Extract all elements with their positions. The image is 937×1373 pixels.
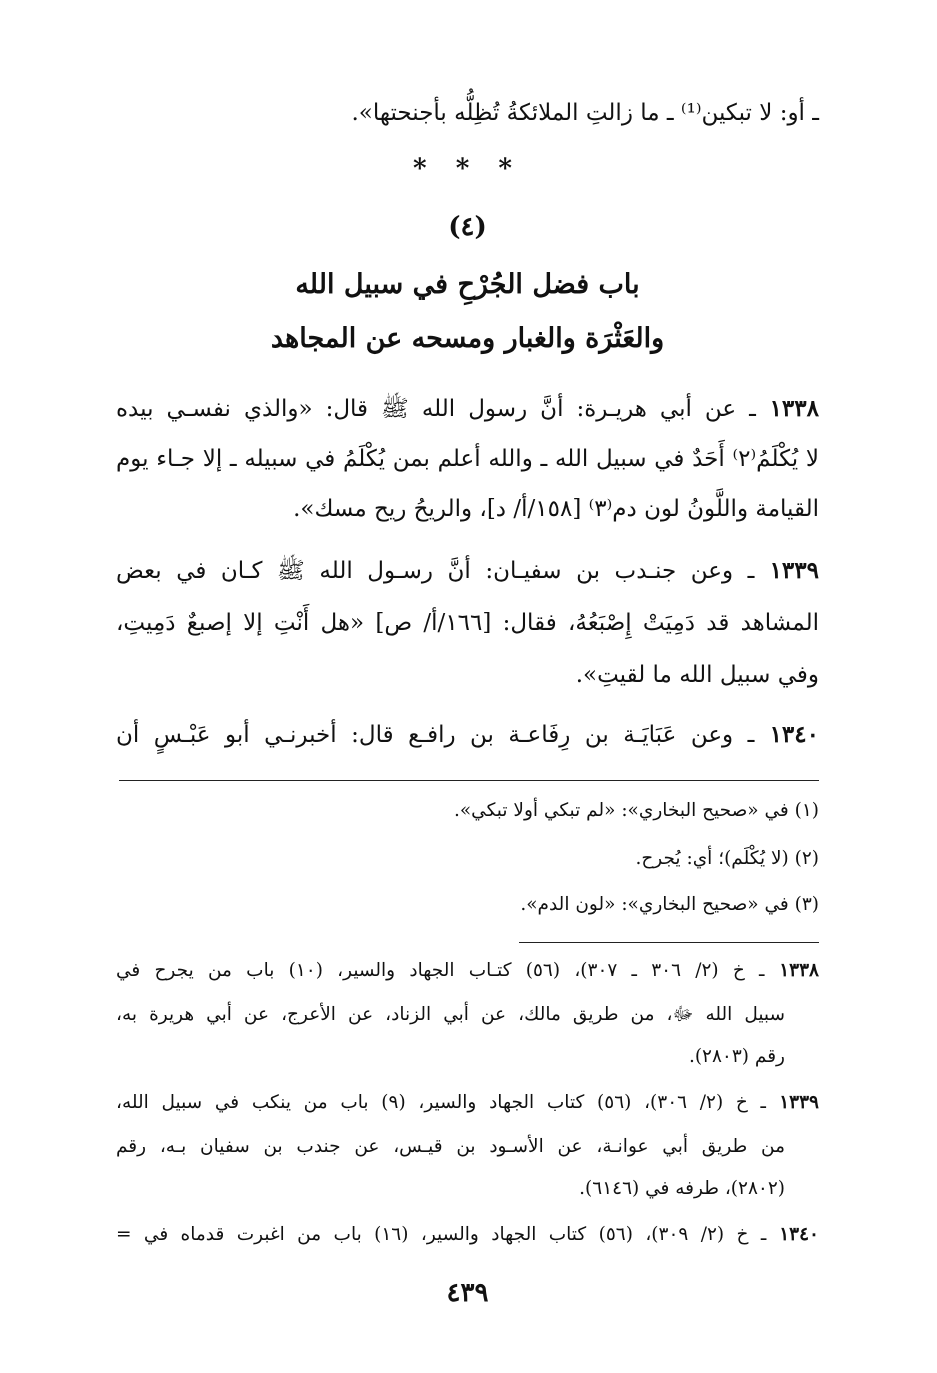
section-separator: * * * [413, 154, 522, 184]
source-1338-line-3: رقم (٢٨٠٣). [688, 1046, 785, 1067]
source-number: ١٣٣٨ [764, 960, 819, 981]
source-1339-line-2: من طريق أبي عوانـة، عن الأسـود بن قيـس، عن جندب بن سفيان بـه، رقم [116, 1136, 785, 1157]
source-1338-line-2: سبيل الله ﷻ، من طريق مالك، عن أبي الزناد، عن الأعرج، عن أبي هريرة به، [116, 1004, 785, 1025]
chapter-number: (٤) [448, 212, 487, 242]
hadith-1338-line-2: لا يُكْلَمُ⁽٢⁾ أَحَدٌ في سبيل الله ـ والله أعلم بمن يُكْلَمُ في سبيله ـ إلا جـاء يوم [116, 446, 819, 472]
hadith-number: ١٣٣٨ [755, 395, 819, 422]
hadith-text: ـ وعن عَبَايَـة بن رِفَاعـة بن رافـع قال: أخبرنـي أبو عَبْـسٍ أن [116, 722, 755, 748]
hadith-1338-line-1 [116, 394, 819, 424]
footnote-2: (٢) (لا يُكْلَم)؛ أي: يُجرح. [635, 848, 819, 869]
source-text: ـ خ (٢/ ٣٠٦ ـ ٣٠٧)، (٥٦) كتـاب الجهاد والسير، (١٠) باب من يجرح في [116, 960, 765, 981]
hadith-1339-line-3: وفي سبيل الله ما لقيتِ». [575, 662, 819, 688]
source-number: ١٣٣٩ [765, 1092, 819, 1113]
hadith-1338-line-3: القيامة واللَّونُ لون دم⁽٣⁾ [١٥٨/أ/ د]، والريحُ ريح مسك». [293, 496, 819, 522]
hadith-text: ـ عن أبي هريـرة: أنَّ رسول الله ﷺ قال: «والذي نفسـي بيده [116, 396, 756, 422]
hadith-1340-line-1 [116, 720, 819, 750]
footnote-divider [119, 780, 819, 781]
sources-divider [519, 942, 819, 943]
footnote-1: (١) في «صحيح البخاري»: «لم تبكي أولا تبكي». [453, 800, 819, 821]
hadith-number: ١٣٤٠ [754, 721, 819, 748]
hadith-text: ـ وعن جنـدب بن سفيـان: أنَّ رسـول الله ﷺ كـان في بعض [116, 558, 755, 584]
footnote-3: (٣) في «صحيح البخاري»: «لون الدم». [520, 894, 819, 915]
chapter-title-line-1: باب فضل الجُرْحِ في سبيل الله [295, 269, 640, 300]
source-1339-line-1 [116, 1090, 819, 1116]
source-1339-line-3: (٢٨٠٢)، طرفه في (٦١٤٦). [579, 1178, 785, 1199]
top-continuation-line: ـ أو: لا تبكين⁽¹⁾ ـ ما زالتِ الملائكةُ تُظِلُّه بأجنحتها». [351, 100, 819, 126]
source-1340-line-1 [116, 1222, 819, 1248]
source-1338-line-1 [116, 958, 819, 984]
page-number: ٤٣٩ [446, 1278, 489, 1308]
source-number: ١٣٤٠ [766, 1224, 819, 1245]
hadith-1339-line-2: المشاهد قد دَمِيَتْ إِصْبَعُهُ، فقال: [١٦٦/أ/ ص] «هل أَنْتِ إلا إصبعٌ دَمِيتِ، [116, 610, 819, 636]
chapter-title-line-2: والعَثْرَة والغبار ومسحه عن المجاهد [270, 323, 665, 354]
source-text: ـ خ (٢/ ٣٠٩)، (٥٦) كتاب الجهاد والسير، (١٦) باب من اغبرت قدماه في = [116, 1224, 767, 1245]
hadith-1339-line-1 [116, 556, 819, 586]
hadith-number: ١٣٣٩ [754, 557, 819, 584]
source-text: ـ خ (٢/ ٣٠٦)، (٥٦) كتاب الجهاد والسير، (٩) باب من ينكب في سبيل الله، [116, 1092, 766, 1113]
